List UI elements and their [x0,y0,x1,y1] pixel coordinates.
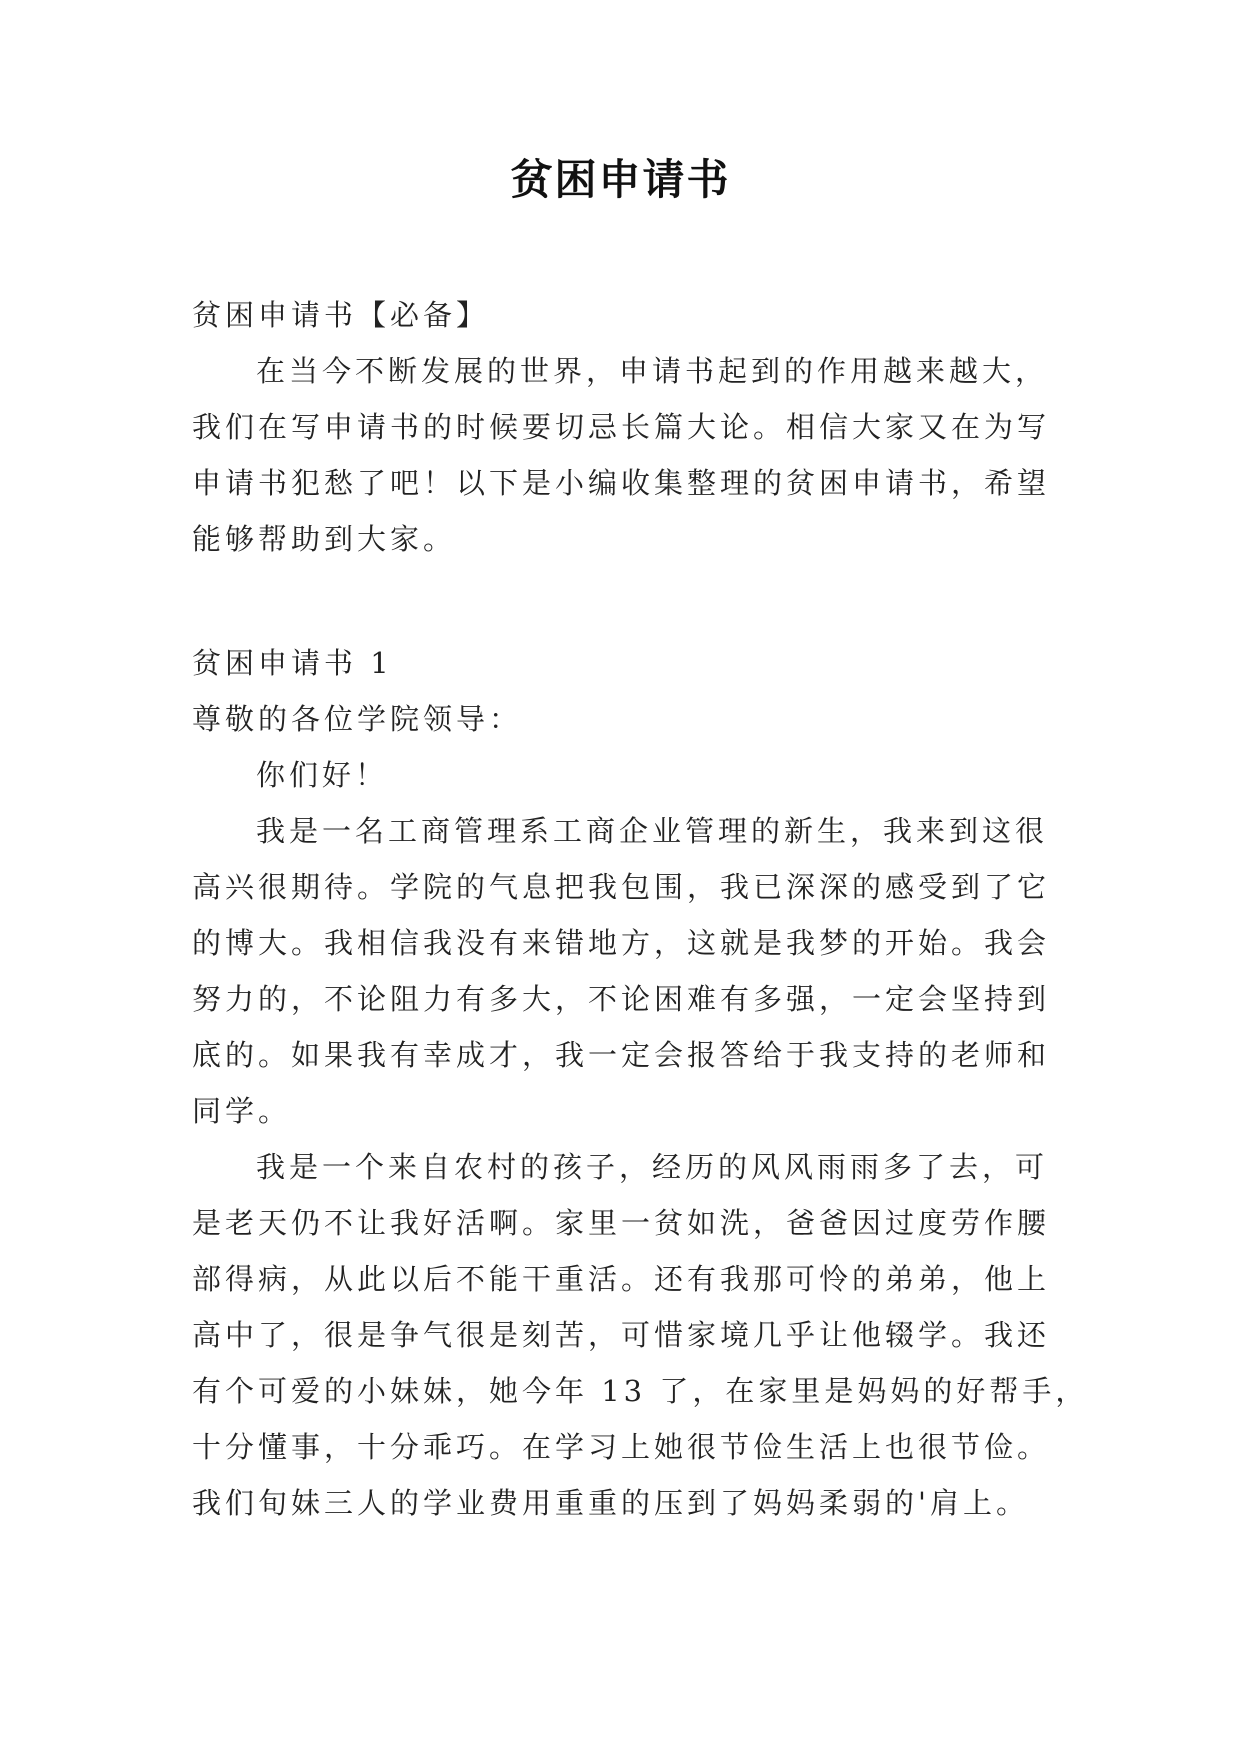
salutation: 尊敬的各位学院领导： [192,702,523,736]
paragraph-line: 有个可爱的小妹妹，她今年 13 了，在家里是妈妈的好帮手， [192,1374,1089,1408]
paragraph-gap [192,567,1082,635]
greeting: 你们好！ [256,758,389,792]
paragraph-line: 我们在写申请书的时候要切忌长篇大论。相信大家又在为写 [192,410,1051,444]
section-title: 贫困申请书 1 [192,646,393,680]
paragraph-line: 申请书犯愁了吧！以下是小编收集整理的贫困申请书，希望 [192,466,1051,500]
paragraph-line: 底的。如果我有幸成才，我一定会报答给于我支持的老师和 [192,1038,1051,1072]
paragraph-line: 部得病，从此以后不能干重活。还有我那可怜的弟弟，他上 [192,1262,1051,1296]
paragraph-line: 在当今不断发展的世界，申请书起到的作用越来越大， [256,354,1049,388]
paragraph-line: 是老天仍不让我好活啊。家里一贫如洗，爸爸因过度劳作腰 [192,1206,1051,1240]
paragraph-line: 努力的，不论阻力有多大，不论困难有多强，一定会坚持到 [192,982,1051,1016]
paragraph-line: 的博大。我相信我没有来错地方，这就是我梦的开始。我会 [192,926,1051,960]
paragraph-line: 能够帮助到大家。 [192,522,457,556]
paragraph-line: 十分懂事，十分乖巧。在学习上她很节俭生活上也很节俭。 [192,1430,1051,1464]
paragraph-line: 同学。 [192,1094,292,1128]
document-title: 贫困申请书 [510,155,731,204]
paragraph-line: 高中了，很是争气很是刻苦，可惜家境几乎让他辍学。我还 [192,1318,1051,1352]
paragraph-line: 我是一名工商管理系工商企业管理的新生，我来到这很 [256,814,1049,848]
body-paragraph-2 [192,1139,1089,1531]
document-body [192,287,1089,1531]
paragraph-line: 高兴很期待。学院的气息把我包围，我已深深的感受到了它 [192,870,1051,904]
body-paragraph-1 [192,803,1082,1139]
paragraph-line: 我是一个来自农村的孩子，经历的风风雨雨多了去，可 [256,1150,1049,1184]
intro-paragraph [192,343,1082,567]
paragraph-line: 我们旬妹三人的学业费用重重的压到了妈妈柔弱的'肩上。 [192,1486,1029,1520]
heading: 贫困申请书【必备】 [192,298,490,332]
